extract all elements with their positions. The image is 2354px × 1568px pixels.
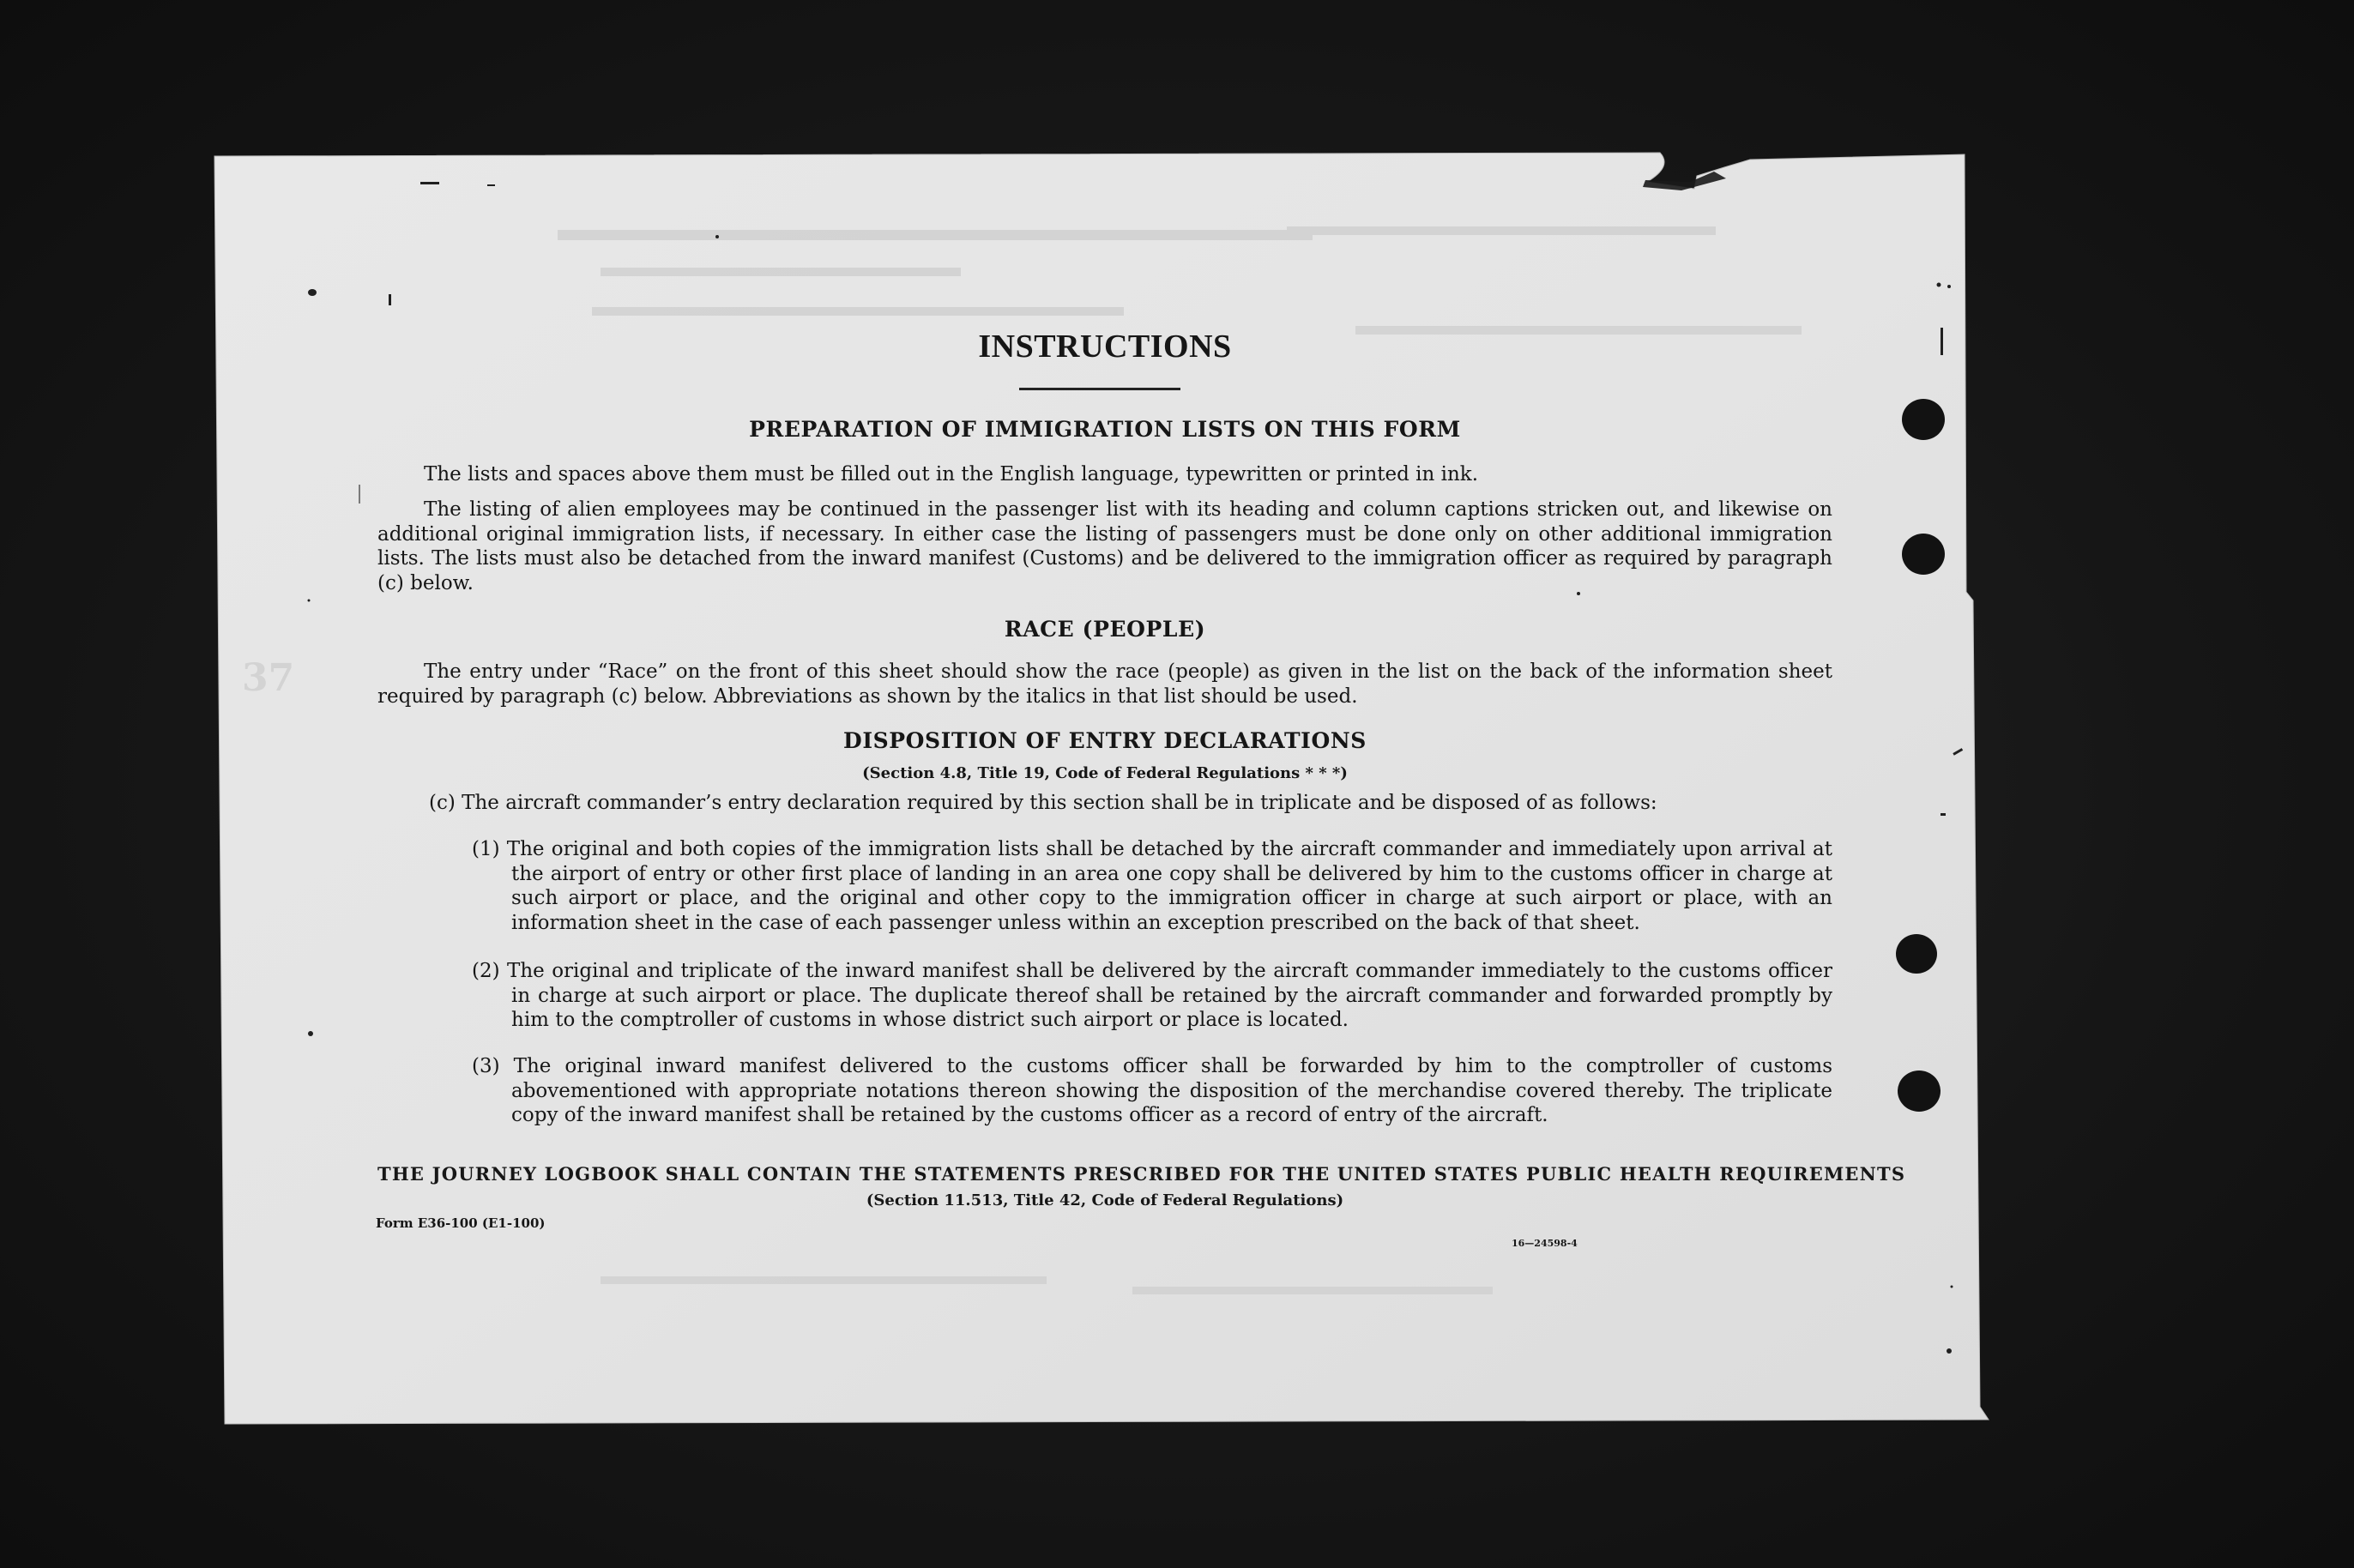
disposition-item-3: (3) The original inward manifest delivered to the customs officer shall be forwarded by him to the comptroller of customs abovementioned with appropriate notations thereon showing the disposition of the merchandise covered thereby. The triplicate copy of the inward manifest shall be retained by the customs officer as a record of entry of the aircraft. — [472, 1055, 1832, 1126]
print-code: 16—24598-4 — [1512, 1238, 1578, 1249]
disposition-citation: (Section 4.8, Title 19, Code of Federal Regulations * * *) — [862, 764, 1348, 782]
heading-race: RACE (PEOPLE) — [1004, 617, 1206, 642]
title-underline — [1019, 388, 1180, 390]
disposition-item-1: (1) The original and both copies of the immigration lists shall be detached by the aircraft commander and immediately upon arrival at the airport of entry or other first place of landing in an area one copy shall be delivered by him to the customs officer in charge at such airport or place, and the original and other copy to the immigration officer in charge at such airport or place, with an information sheet in the case of each passenger unless within an exception prescribed on the back of that sheet. — [472, 838, 1832, 934]
footer-statement: THE JOURNEY LOGBOOK SHALL CONTAIN THE STATEMENTS PRESCRIBED FOR THE UNITED STATES PUBLIC HEALTH REQUIREMENTS — [377, 1163, 1906, 1185]
heading-preparation: PREPARATION OF IMMIGRATION LISTS ON THIS FORM — [749, 417, 1461, 442]
footer-citation: (Section 11.513, Title 42, Code of Federal Regulations) — [866, 1191, 1344, 1209]
preparation-paragraph-1: The lists and spaces above them must be filled out in the English language, typewritten or printed in ink. — [424, 463, 1479, 485]
disposition-item-2: (2) The original and triplicate of the inward manifest shall be delivered by the aircraft commander immediately to the customs officer in charge at such airport or place. The duplicate thereof shall be retained by the aircraft commander and forwarded promptly by him to the comptroller of customs in whose district such airport or place is located. — [472, 960, 1832, 1031]
heading-disposition: DISPOSITION OF ENTRY DECLARATIONS — [843, 728, 1367, 753]
form-number: Form E36-100 (E1-100) — [376, 1215, 546, 1231]
disposition-intro: (c) The aircraft commander’s entry declaration required by this section shall be in triplicate and be disposed of as follows: — [429, 792, 1657, 814]
race-paragraph: The entry under “Race” on the front of this sheet should show the race (people) as given in the list on the back of the information sheet required by paragraph (c) below. Abbreviations as shown by the italics in that list should be used. — [377, 660, 1832, 708]
preparation-paragraph-2: The listing of alien employees may be continued in the passenger list with its heading and column captions stricken out, and likewise on additional original immigration lists, if necessary. In either case the listing of passengers must be done only on other additional immigration lists. The lists must also be detached from the inward manifest (Customs) and be delivered to the immigration officer as required by paragraph (c) below. — [377, 498, 1832, 594]
svg-text:37: 37 — [242, 656, 295, 700]
document-title: INSTRUCTIONS — [978, 329, 1232, 365]
